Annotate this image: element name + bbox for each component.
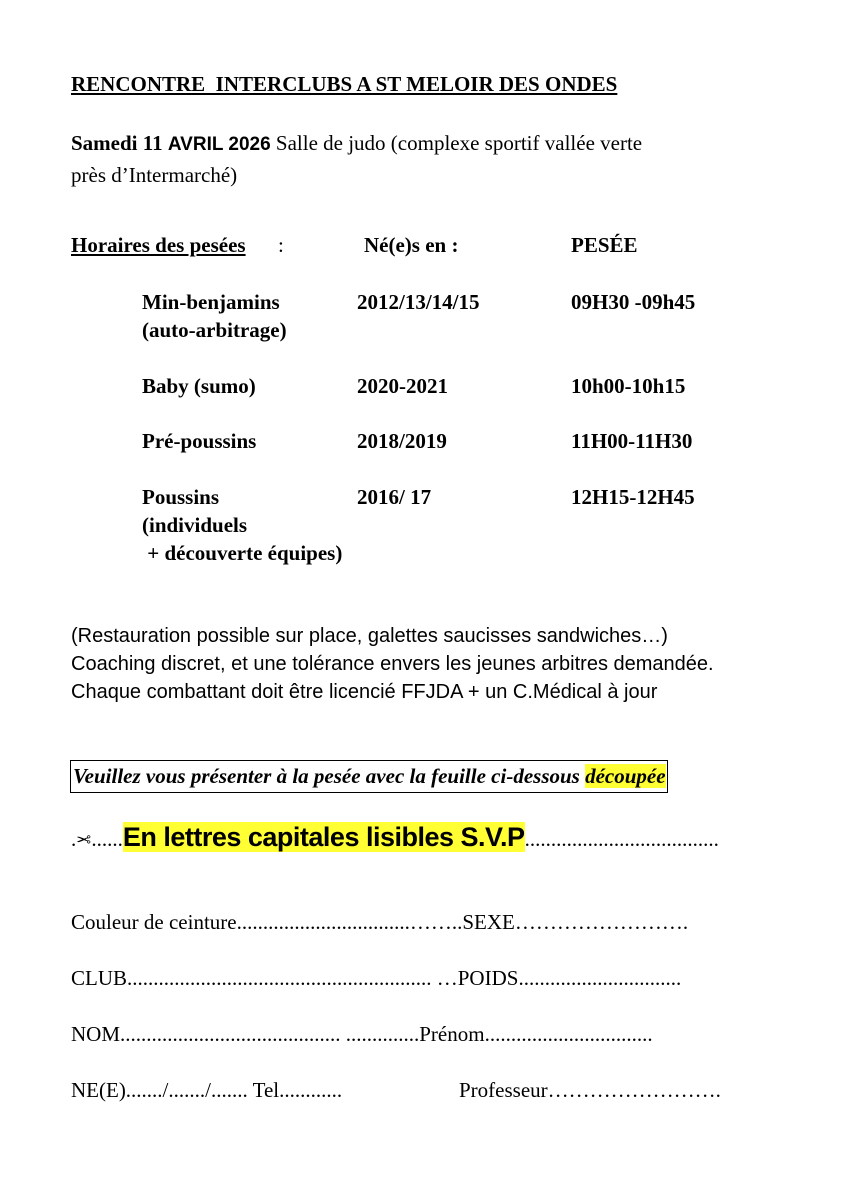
weigh-in-schedule-label: Horaires des pesées <box>71 233 246 257</box>
event-venue-line1: Salle de judo (complexe sportif vallée verte <box>270 131 643 155</box>
teacher-field[interactable]: Professeur……………………. <box>459 1078 721 1102</box>
club-weight-field[interactable]: CLUB.......................................................... …POIDS............................... <box>71 966 682 990</box>
schedule-row-category: Min-benjamins (auto-arbitrage) <box>142 290 287 342</box>
born-column-header: Né(e)s en : <box>364 233 459 257</box>
schedule-row-time: 12H15-12H45 <box>571 485 695 509</box>
schedule-row-time: 10h00-10h15 <box>571 374 686 398</box>
weigh-in-column-header: PESÉE <box>571 233 638 257</box>
weigh-in-instruction: Veuillez vous présenter à la pesée avec la feuille ci-dessous découpée <box>70 760 668 793</box>
event-date-venue <box>71 128 642 190</box>
weigh-in-schedule-colon: : <box>278 233 284 257</box>
schedule-row-category: Baby (sumo) <box>142 374 256 398</box>
event-venue-line2: près d’Intermarché) <box>71 163 238 187</box>
cut-line: .✂......En lettres capitales lisibles S.V.P..................................... <box>71 820 719 858</box>
schedule-row-category: Pré-poussins <box>142 429 257 453</box>
event-month-year: AVRIL 2026 <box>167 134 271 155</box>
schedule-row-born: 2020-2021 <box>357 374 448 398</box>
page-title: RENCONTRE INTERCLUBS A ST MELOIR DES ONDES <box>71 72 618 96</box>
schedule-row-time: 09H30 -09h45 <box>571 290 696 314</box>
schedule-row-born: 2016/ 17 <box>357 485 432 509</box>
schedule-row-born: 2012/13/14/15 <box>357 290 480 314</box>
event-day: Samedi 11 <box>71 131 168 155</box>
notes <box>71 622 714 706</box>
birthdate-tel-field[interactable]: NE(E)......./......./....... Tel............ <box>71 1078 343 1102</box>
capital-letters-notice: En lettres capitales lisibles S.V.P <box>122 822 525 852</box>
name-firstname-field[interactable]: NOM.......................................... ..............Prénom................................ <box>71 1022 653 1046</box>
instruction-highlight: découpée <box>585 764 666 788</box>
schedule-row-category: Poussins (individuels + découverte équipes) <box>142 485 343 565</box>
belt-sex-field[interactable]: Couleur de ceinture.................................……..SEXE……………………. <box>71 910 689 934</box>
note-line: Coaching discret, et une tolérance envers les jeunes arbitres demandée. <box>71 653 714 675</box>
scissors-icon: ✂ <box>76 830 92 851</box>
note-line: Chaque combattant doit être licencié FFJDA + un C.Médical à jour <box>71 681 658 703</box>
schedule-row-time: 11H00-11H30 <box>571 429 693 453</box>
schedule-row-born: 2018/2019 <box>357 429 447 453</box>
note-line: (Restauration possible sur place, galettes saucisses sandwiches…) <box>71 625 668 647</box>
